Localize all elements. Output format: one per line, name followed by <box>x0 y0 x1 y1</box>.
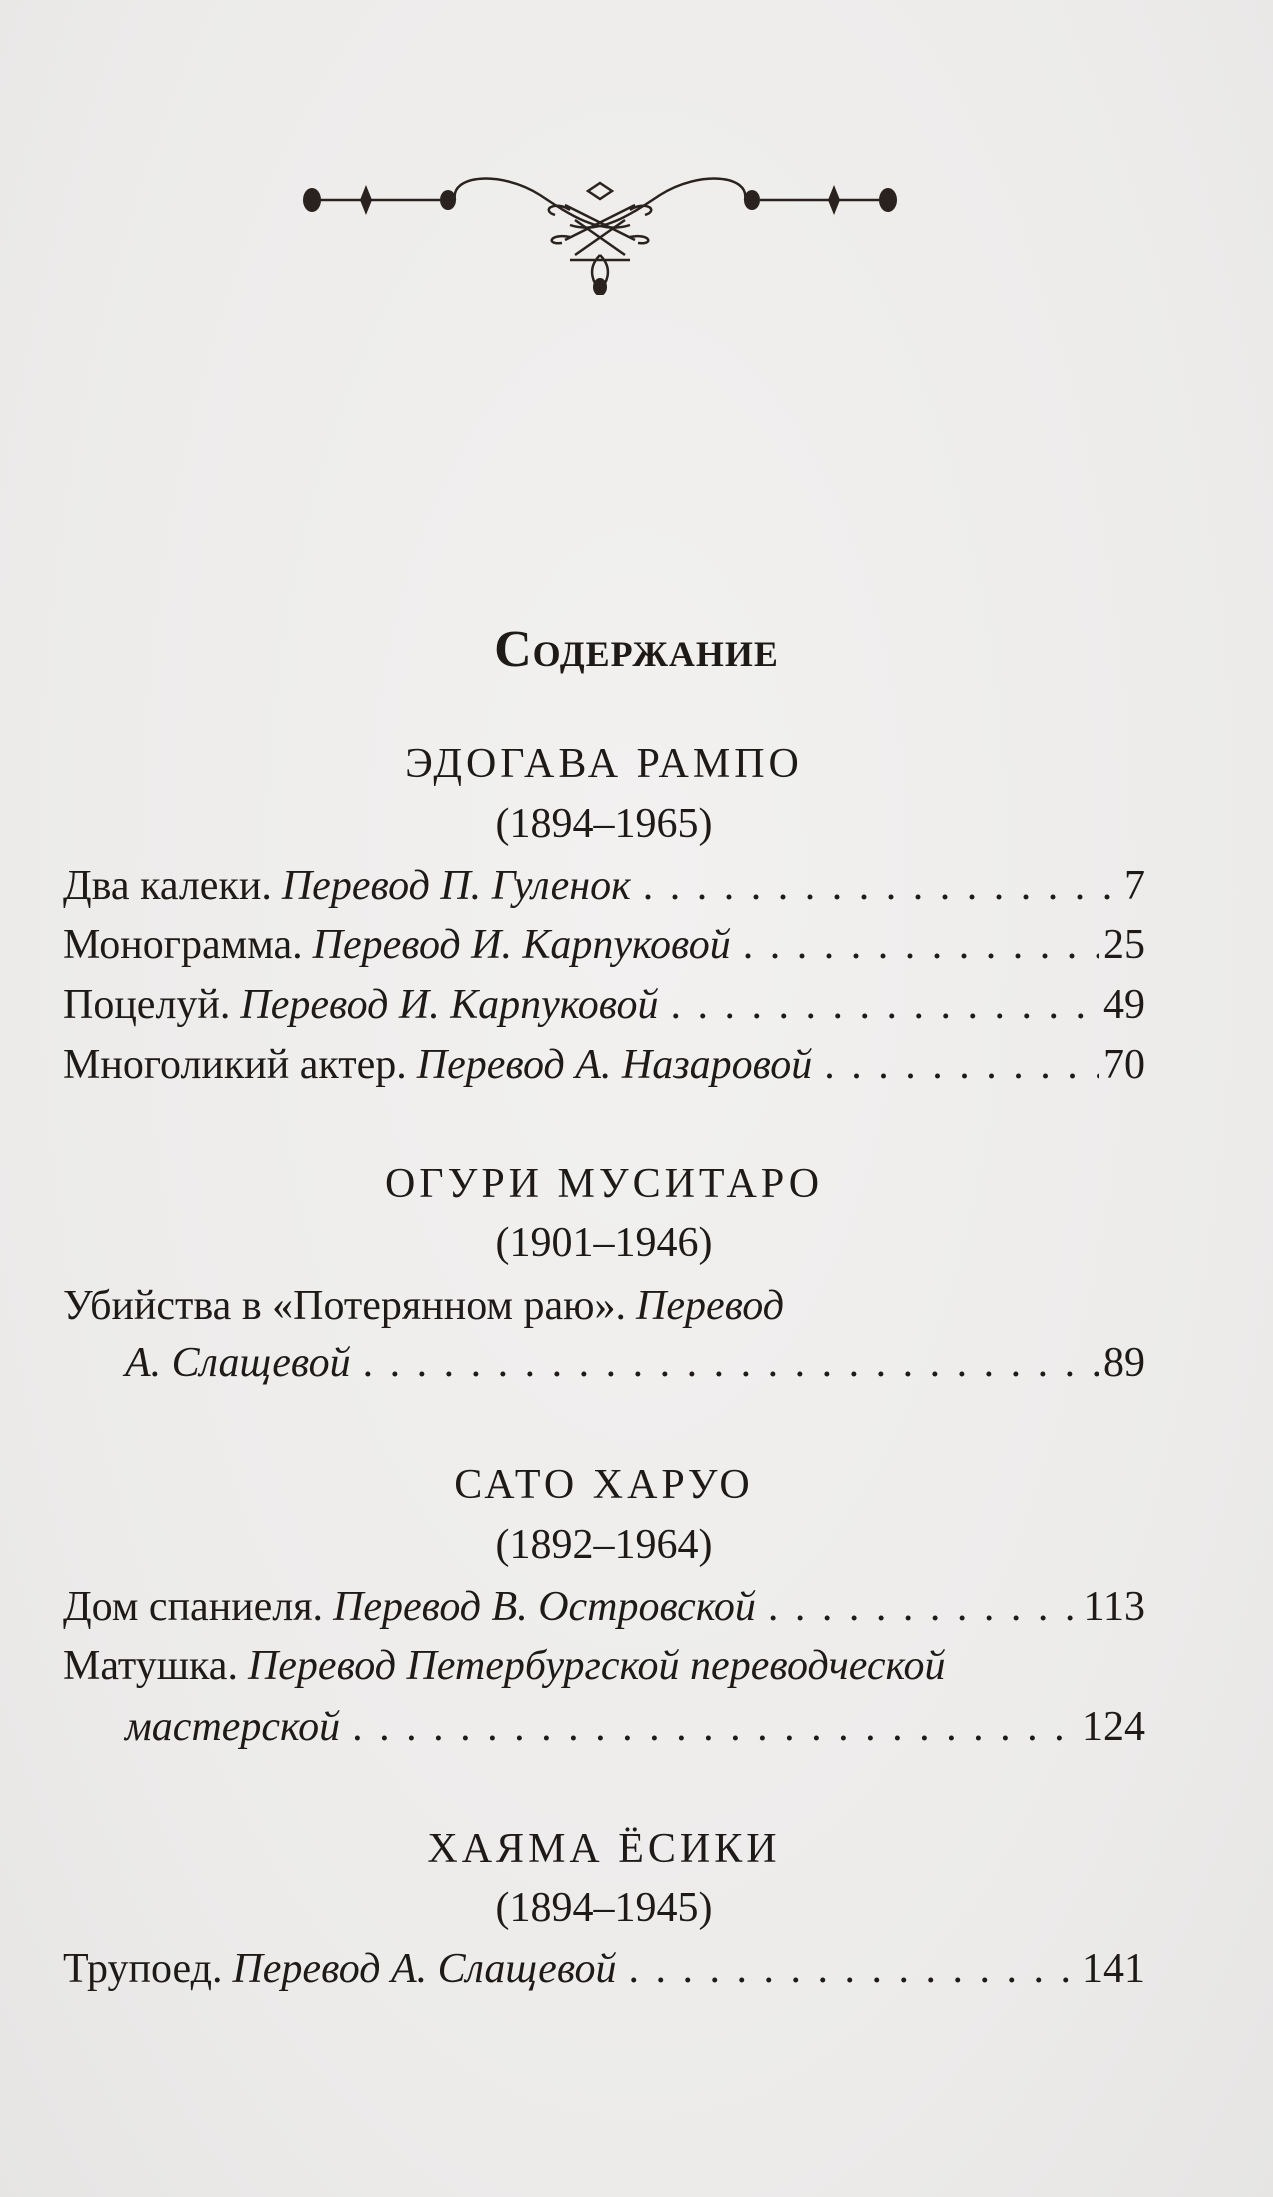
author-years: (1901–1946) <box>495 1220 713 1266</box>
entry-translator: Перевод А. Назаровой <box>416 1042 813 1088</box>
entry-title: Трупоед. <box>63 1946 223 1992</box>
entry-page: 113 <box>1083 1584 1145 1630</box>
entry-page: 70 <box>1103 1042 1145 1088</box>
author-name: САТО ХАРУО <box>454 1462 754 1508</box>
dot-leader <box>363 1339 1099 1387</box>
toc-entry <box>63 981 1145 1029</box>
author-years: (1894–1945) <box>495 1885 713 1931</box>
decorative-ornament-icon <box>300 165 900 295</box>
entry-page: 49 <box>1103 982 1145 1028</box>
page-title: Содержание <box>494 621 779 678</box>
toc-entry <box>63 1041 1145 1089</box>
entry-translator: Перевод И. Карпуковой <box>240 982 659 1028</box>
dot-leader <box>743 921 1099 969</box>
entry-translator: Перевод П. Гуленок <box>281 863 631 909</box>
author-years: (1892–1964) <box>495 1522 713 1568</box>
toc-entry <box>63 862 1145 910</box>
author-years: (1894–1965) <box>495 801 713 847</box>
toc-entry-continuation <box>125 1339 1145 1387</box>
entry-translator: Перевод И. Карпуковой <box>312 922 731 968</box>
dot-leader <box>824 1041 1099 1089</box>
entry-translator: мастерской <box>125 1704 341 1750</box>
entry-page: 89 <box>1103 1340 1145 1386</box>
entry-title: Поцелуй. <box>63 982 231 1028</box>
toc-entry <box>63 1945 1145 1993</box>
toc-entry <box>63 1282 1145 1330</box>
entry-page: 25 <box>1103 922 1145 968</box>
dot-leader <box>643 862 1120 910</box>
author-name: ХАЯМА ЁСИКИ <box>427 1826 781 1872</box>
entry-title: Два калеки. <box>63 863 272 909</box>
entry-translator: Перевод Петербургской переводческой <box>247 1643 946 1689</box>
entry-translator: А. Слащевой <box>125 1340 351 1386</box>
entry-title: Убийства в «Потерянном раю». <box>63 1283 627 1329</box>
author-name: ЭДОГАВА РАМПО <box>405 741 803 787</box>
dot-leader <box>670 981 1099 1029</box>
toc-entry <box>63 1642 1145 1690</box>
toc-entry-continuation <box>125 1703 1145 1751</box>
author-name: ОГУРИ МУСИТАРО <box>384 1161 824 1207</box>
entry-title: Многоликий актер. <box>63 1042 407 1088</box>
entry-translator: Перевод А. Слащевой <box>232 1946 617 1992</box>
entry-translator: Перевод В. Островской <box>333 1584 756 1630</box>
entry-title: Дом спаниеля. <box>63 1584 324 1630</box>
toc-entry <box>63 1583 1145 1631</box>
entry-translator: Перевод <box>636 1283 784 1329</box>
entry-title: Матушка. <box>63 1643 238 1689</box>
entry-page: 124 <box>1082 1704 1145 1750</box>
entry-title: Монограмма. <box>63 922 303 968</box>
dot-leader <box>352 1703 1078 1751</box>
toc-entry <box>63 921 1145 969</box>
entry-page: 141 <box>1082 1946 1145 1992</box>
dot-leader <box>768 1583 1080 1631</box>
dot-leader <box>629 1945 1078 1993</box>
entry-page: 7 <box>1124 863 1145 909</box>
